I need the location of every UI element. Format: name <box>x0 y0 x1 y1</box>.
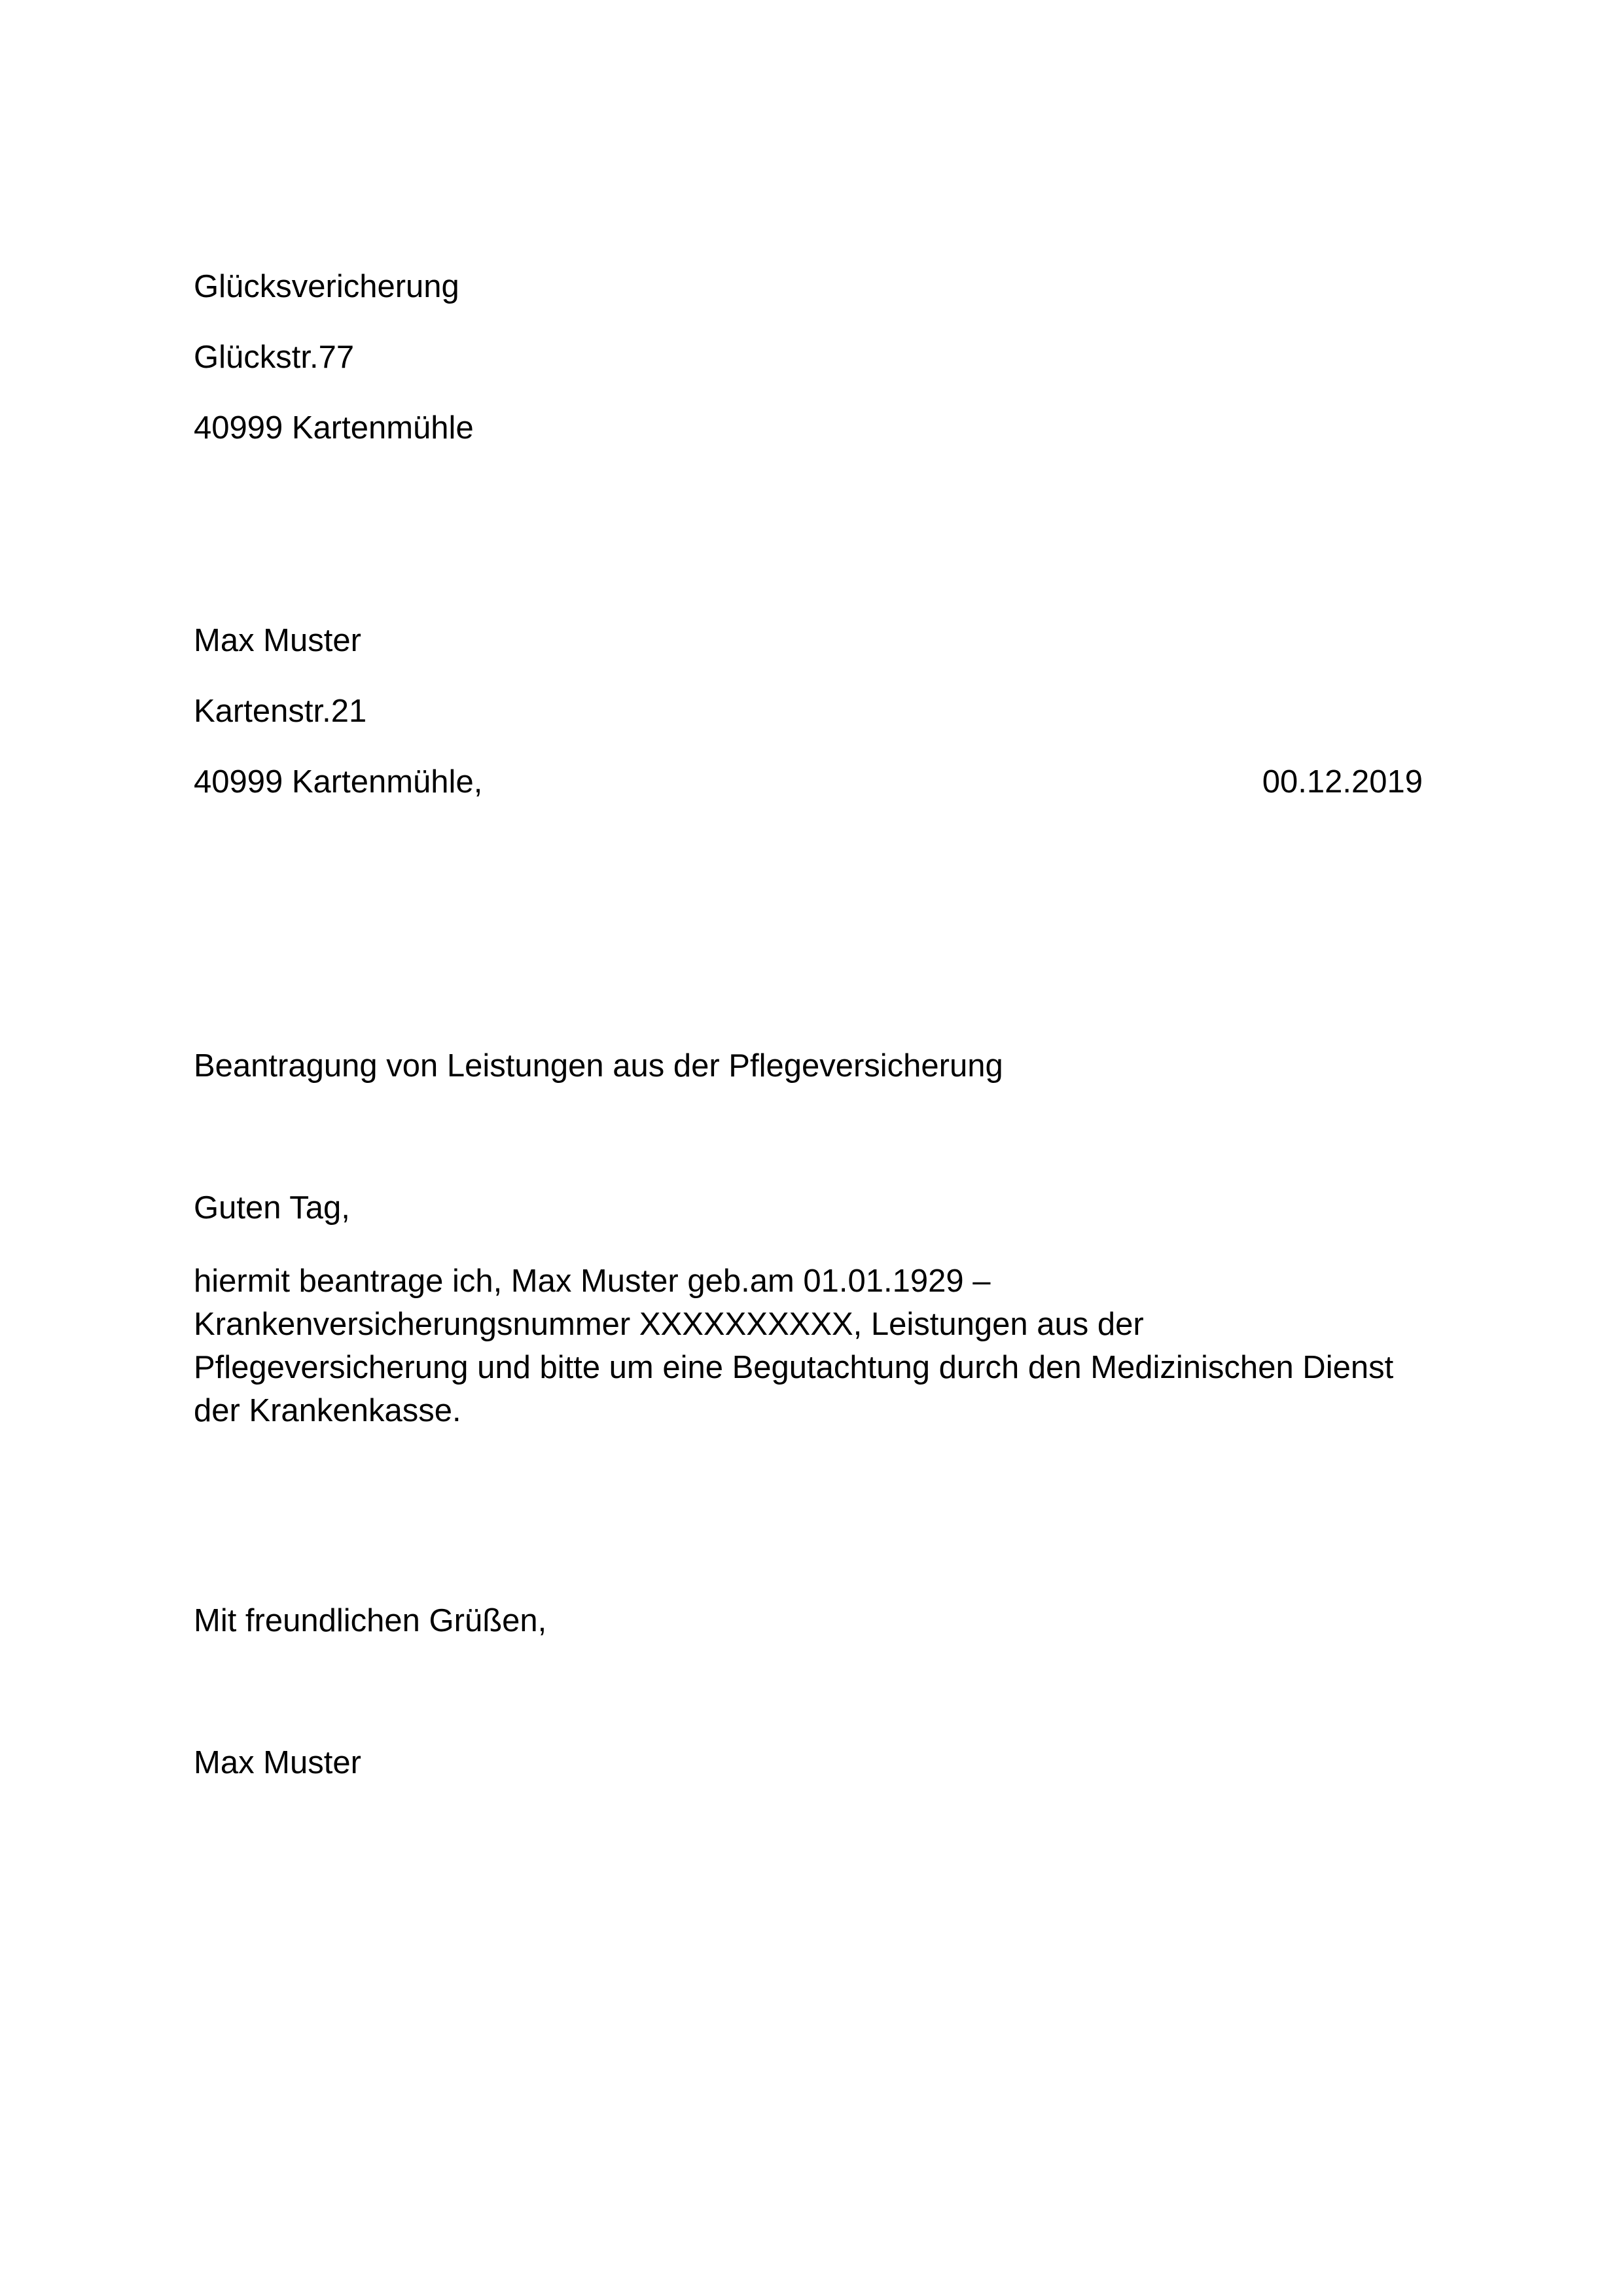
sender-street: Kartenstr.21 <box>194 694 367 729</box>
salutation: Guten Tag, <box>194 1190 350 1226</box>
recipient-street: Glückstr.77 <box>194 340 355 375</box>
sender-city: 40999 Kartenmühle, <box>194 764 483 800</box>
body-line: Pflegeversicherung und bitte um eine Begutachtung durch den Medizinischen Dienst <box>194 1350 1394 1385</box>
body-line: hiermit beantrage ich, Max Muster geb.am 01.01.1929 – <box>194 1263 991 1299</box>
letter-subject: Beantragung von Leistungen aus der Pflegeversicherung <box>194 1048 1003 1084</box>
letter-body <box>194 1260 1437 1432</box>
closing: Mit freundlichen Grüßen, <box>194 1603 547 1638</box>
body-line: der Krankenkasse. <box>194 1393 461 1428</box>
letter-date: 00.12.2019 <box>1262 764 1423 800</box>
body-line: Krankenversicherungsnummer XXXXXXXXXX, Leistungen aus der <box>194 1307 1144 1342</box>
recipient-name: Glücksvericherung <box>194 269 459 304</box>
sender-name: Max Muster <box>194 623 361 658</box>
signature-name: Max Muster <box>194 1745 361 1780</box>
recipient-city: 40999 Kartenmühle <box>194 410 474 446</box>
